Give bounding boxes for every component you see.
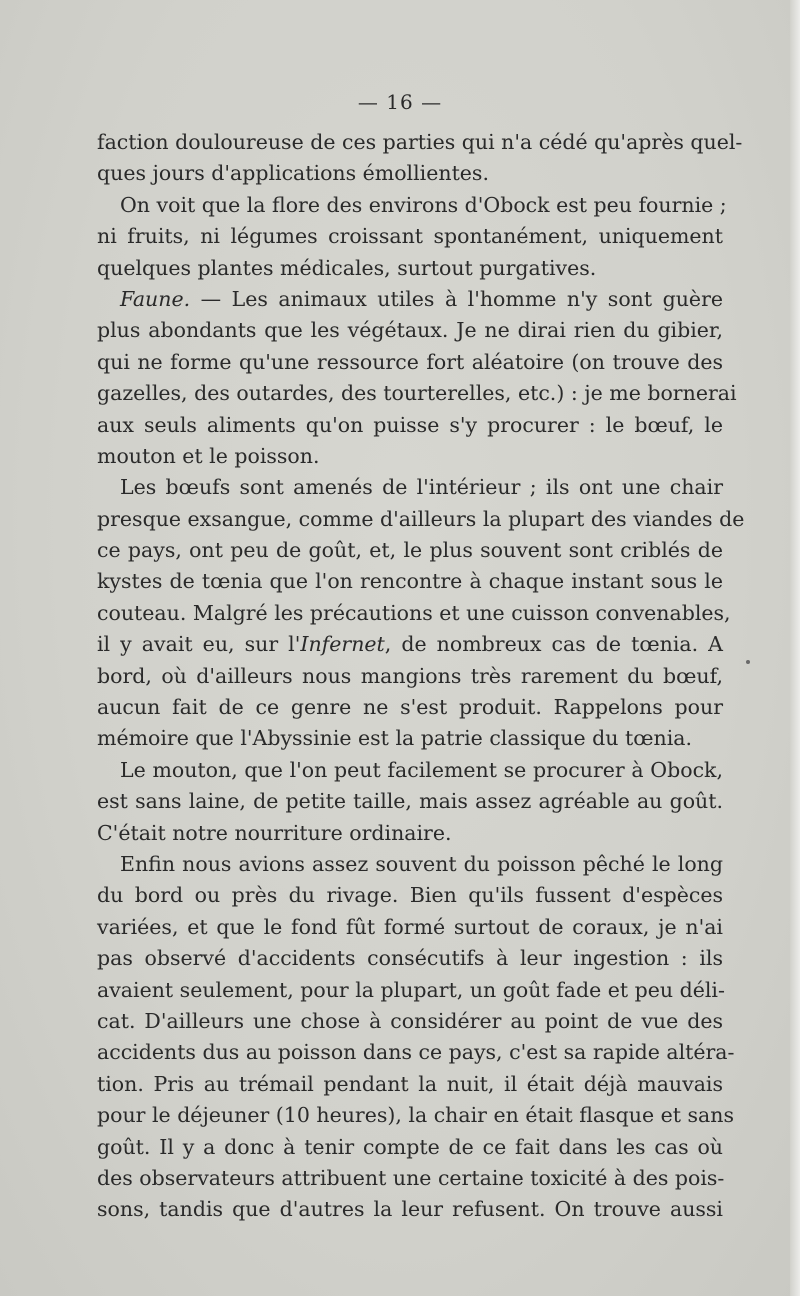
- text-line: est sans laine, de petite taille, mais assez agréable au goût.: [97, 789, 723, 814]
- text-line: couteau. Malgré les précautions et une cuisson convenables,: [97, 600, 731, 625]
- line-text: il y avait eu, sur l': [97, 632, 301, 657]
- text-line: cat. D'ailleurs une chose à considérer au point de vue des: [97, 1008, 723, 1033]
- italic-ship-name: Infernet: [300, 632, 385, 657]
- text-line: plus abondants que les végétaux. Je ne dirai rien du gibier,: [97, 318, 723, 343]
- page-edge: [790, 0, 800, 1296]
- text-line: mouton et le poisson.: [97, 443, 320, 468]
- text-line: accidents dus au poisson dans ce pays, c'est sa rapide altéra-: [97, 1040, 735, 1065]
- text-line: sons, tandis que d'autres la leur refusent. On trouve aussi: [97, 1197, 723, 1222]
- text-line: faction douloureuse de ces parties qui n'a cédé qu'après quel-: [97, 130, 743, 154]
- text-line: pour le déjeuner (10 heures), la chair en était flasque et sans: [97, 1103, 734, 1128]
- text-line: du bord ou près du rivage. Bien qu'ils fussent d'espèces: [97, 883, 723, 908]
- page-number: — 16 —: [357, 90, 443, 114]
- text-line: des observateurs attribuent une certaine toxicité à des pois-: [97, 1165, 725, 1190]
- text-line: kystes de tœnia que l'on rencontre à chaque instant sous le: [97, 569, 723, 594]
- text-line: [97, 629, 723, 660]
- text-line: pas observé d'accidents consécutifs à leur ingestion : ils: [97, 946, 723, 971]
- text-line: Enfin nous avions assez souvent du poisson pêché le long: [120, 851, 723, 876]
- text-line: ques jours d'applications émollientes.: [97, 161, 489, 186]
- text-line: avaient seulement, pour la plupart, un goût fade et peu déli-: [97, 977, 725, 1002]
- text-line: variées, et que le fond fût formé surtout de coraux, je n'ai: [97, 914, 723, 939]
- text-line: On voit que la flore des environs d'Obock est peu fournie ;: [120, 192, 727, 217]
- italic-heading: Faune.: [120, 286, 191, 311]
- text-line: ni fruits, ni légumes croissant spontanément, uniquement: [97, 224, 723, 249]
- text-line: Le mouton, que l'on peut facilement se procurer à Obock,: [120, 757, 723, 782]
- text-line: ce pays, ont peu de goût, et, le plus souvent sont criblés de: [97, 538, 723, 563]
- text-line: bord, où d'ailleurs nous mangions très rarement du bœuf,: [97, 663, 723, 688]
- text-line: qui ne forme qu'une ressource fort aléatoire (on trouve des: [97, 349, 723, 374]
- text-line: mémoire que l'Abyssinie est la patrie classique du tœnia.: [97, 726, 693, 751]
- text-line: gazelles, des outardes, des tourterelles, etc.) : je me bornerai: [97, 381, 737, 406]
- line-text: , de nombreux cas de tœnia. A: [384, 632, 723, 657]
- paper-speck: [746, 660, 750, 664]
- text-line: presque exsangue, comme d'ailleurs la plupart des viandes de: [97, 506, 745, 531]
- line-text: — Les animaux utiles à l'homme n'y sont guère: [190, 286, 723, 311]
- text-line: quelques plantes médicales, surtout purgatives.: [97, 255, 597, 280]
- body-text: [97, 127, 745, 1226]
- text-line: goût. Il y a donc à tenir compte de ce fait dans les cas où: [97, 1134, 723, 1159]
- text-line: aux seuls aliments qu'on puisse s'y procurer : le bœuf, le: [97, 412, 723, 437]
- text-line: Les bœufs sont amenés de l'intérieur ; ils ont une chair: [120, 475, 723, 500]
- text-line: tion. Pris au trémail pendant la nuit, il était déjà mauvais: [97, 1071, 723, 1096]
- text-line: [97, 284, 723, 315]
- text-line: C'était notre nourriture ordinaire.: [97, 820, 452, 845]
- text-line: aucun fait de ce genre ne s'est produit. Rappelons pour: [97, 695, 723, 720]
